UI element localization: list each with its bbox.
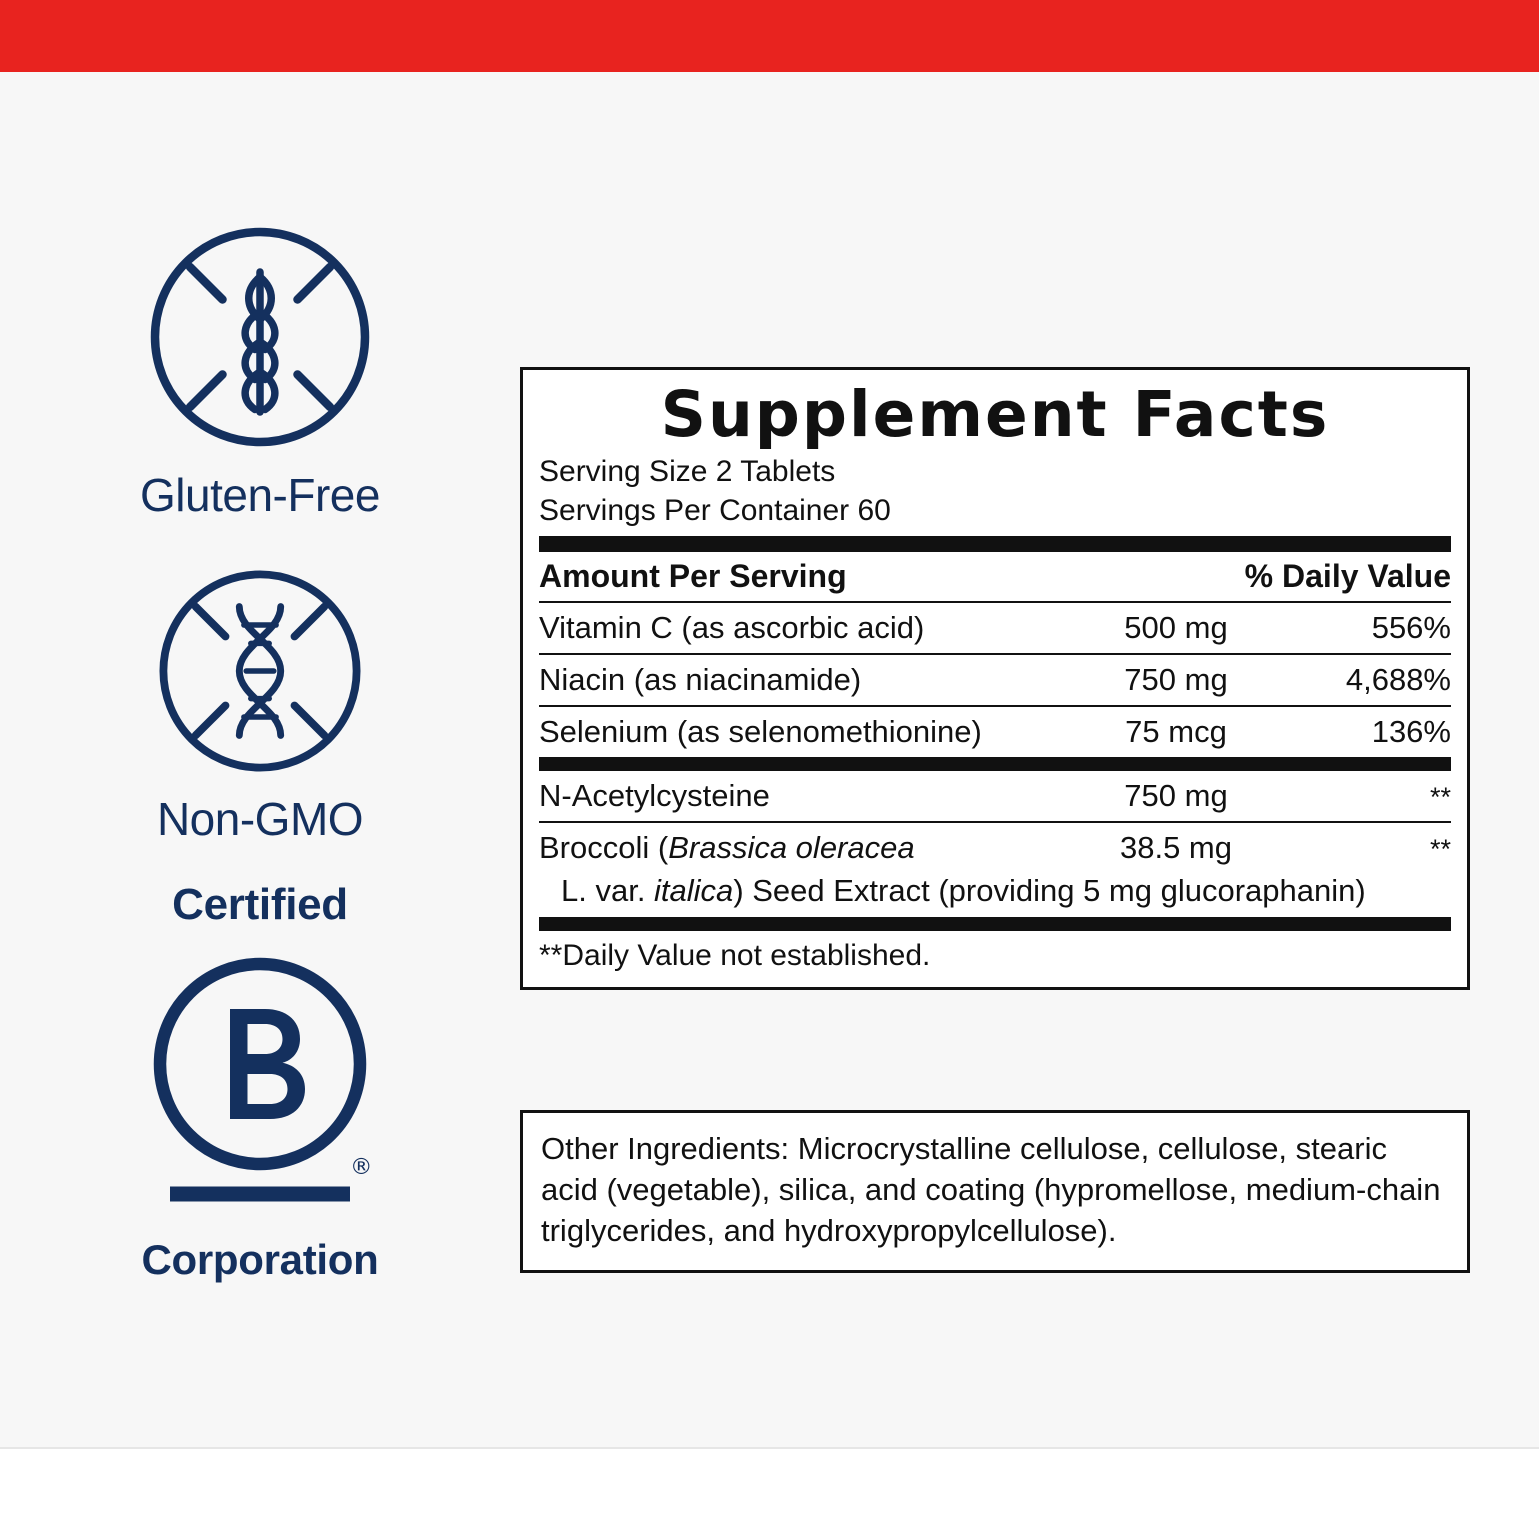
nutrient-amount: 750 mg bbox=[1124, 662, 1228, 698]
nutrient-name: Selenium (as selenomethionine) bbox=[539, 714, 982, 750]
bottom-edge bbox=[0, 1447, 1539, 1539]
divider-thick-bottom bbox=[539, 917, 1451, 931]
other-ingredients-text: Other Ingredients: Microcrystalline cellulose, cellulose, stearic acid (vegetable), silica, and coating (hypromellose, medium-chain triglycerides, and hydroxypropylcellulose). bbox=[541, 1131, 1441, 1248]
table-row bbox=[539, 603, 1451, 653]
table-row bbox=[539, 823, 1451, 873]
divider-thick-middle bbox=[539, 757, 1451, 771]
nutrient-name: Vitamin C (as ascorbic acid) bbox=[539, 610, 925, 646]
nutrient-amount: 75 mcg bbox=[1125, 714, 1227, 750]
badge-label-non-gmo: Non-GMO bbox=[156, 793, 364, 845]
nutrient-daily-value: 556% bbox=[1371, 610, 1451, 646]
badge-b-corporation bbox=[60, 880, 460, 1284]
nutrient-daily-value: ** bbox=[1429, 834, 1451, 865]
nutrient-amount: 500 mg bbox=[1124, 610, 1228, 646]
nutrient-name-continuation: L. var. italica) Seed Extract (providing 5 mg glucoraphanin) bbox=[561, 873, 1366, 909]
other-ingredients-box bbox=[520, 1110, 1470, 1273]
daily-value-footnote: **Daily Value not established. bbox=[539, 939, 931, 973]
header-daily-value: % Daily Value bbox=[1244, 558, 1451, 595]
label-content bbox=[0, 72, 1539, 1539]
supplement-facts-panel bbox=[520, 367, 1470, 990]
badge-gluten-free bbox=[60, 212, 460, 522]
divider-thick-top bbox=[539, 536, 1451, 552]
nutrient-amount: 750 mg bbox=[1124, 778, 1228, 814]
table-header-row bbox=[539, 552, 1451, 601]
servings-per-container: Servings Per Container 60 bbox=[539, 494, 891, 528]
serving-size: Serving Size 2 Tablets bbox=[539, 455, 836, 489]
table-row bbox=[539, 707, 1451, 757]
wheat-no-symbol-icon bbox=[135, 212, 385, 462]
nutrient-daily-value: 4,688% bbox=[1345, 662, 1451, 698]
dna-no-symbol-icon bbox=[145, 556, 375, 786]
nutrient-name: N-Acetylcysteine bbox=[539, 778, 770, 814]
badge-non-gmo bbox=[60, 556, 460, 846]
nutrient-daily-value: ** bbox=[1429, 782, 1451, 813]
bcorp-title: Certified bbox=[172, 880, 348, 929]
badge-label-gluten-free: Gluten-Free bbox=[140, 469, 380, 521]
b-corporation-icon bbox=[135, 934, 385, 1234]
nutrient-name: Broccoli (Brassica oleracea bbox=[539, 830, 915, 866]
nutrient-name: Niacin (as niacinamide) bbox=[539, 662, 862, 698]
certification-badges bbox=[60, 212, 460, 1318]
table-row bbox=[539, 655, 1451, 705]
svg-text:®: ® bbox=[350, 1154, 373, 1180]
bcorp-subtitle: Corporation bbox=[141, 1236, 379, 1283]
nutrient-daily-value: 136% bbox=[1371, 714, 1451, 750]
header-amount-per-serving: Amount Per Serving bbox=[539, 558, 847, 595]
top-accent-bar bbox=[0, 0, 1539, 72]
nutrient-amount: 38.5 mg bbox=[1119, 830, 1232, 866]
table-row bbox=[539, 771, 1451, 821]
supplement-facts-title: Supplement Facts bbox=[660, 378, 1330, 451]
